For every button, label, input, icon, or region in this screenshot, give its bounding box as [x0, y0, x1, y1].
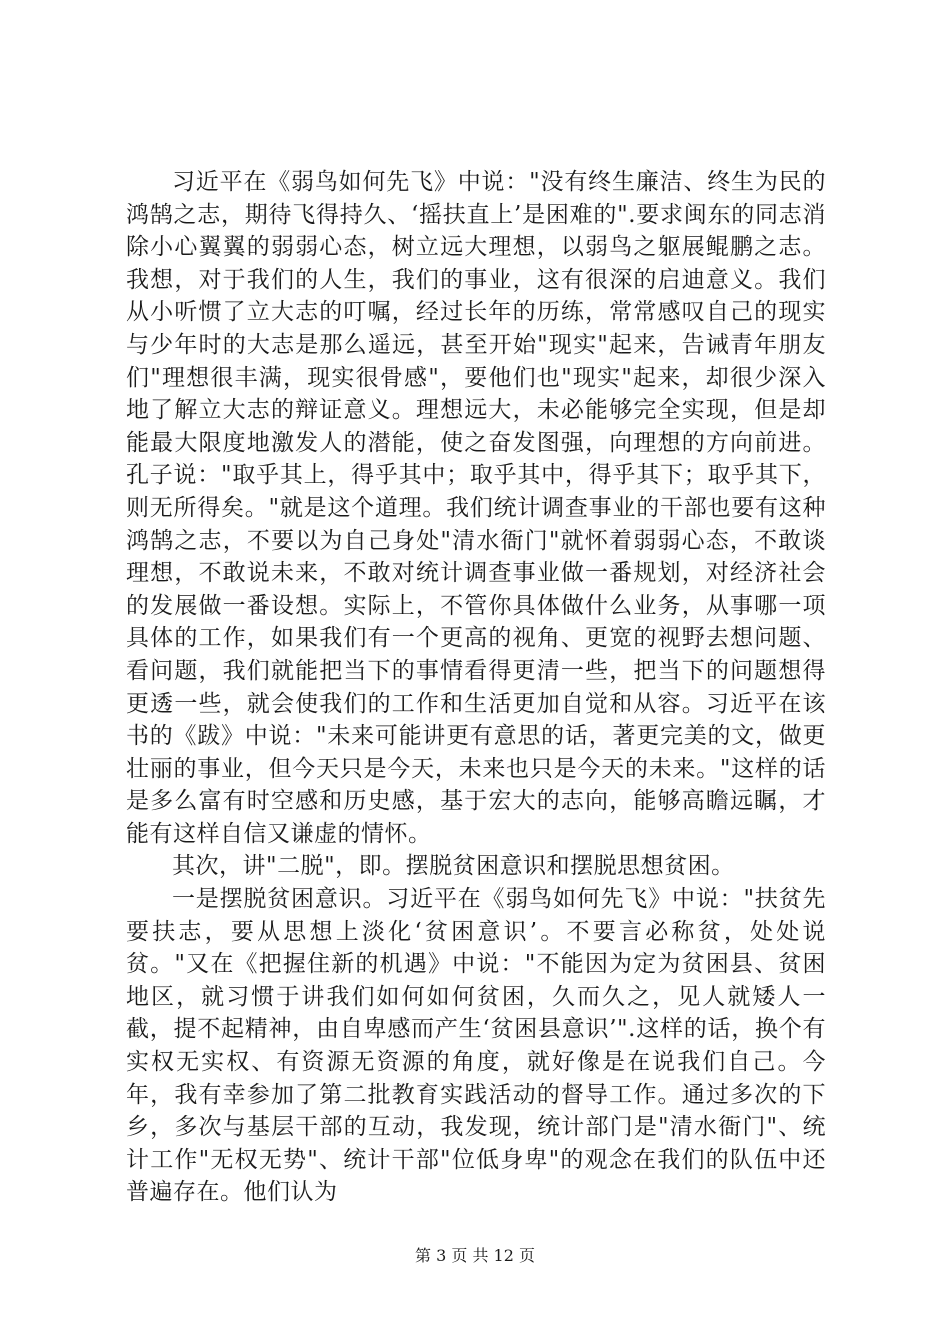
paragraph: 习近平在《弱鸟如何先飞》中说："没有终生廉洁、终生为民的鸿鹄之志，期待飞得持久、‘摇扶直上’是困难的".要求闽东的同志消除小心翼翼的弱弱心态，树立远大理想，以弱鸟之躯展鲲鹏之志。我想，对于我们的人生，我们的事业，这有很深的启迪意义。我们从小听惯了立大志的叮嘱，经过长年的历练，常常感叹自己的现实与少年时的大志是那么遥远，甚至开始"现实"起来，告诫青年朋友们"理想很丰满，现实很骨感"，要他们也"现实"起来，却很少深入地了解立大志的辩证意义。理想远大，未必能够完全实现，但是却能最大限度地激发人的潜能，使之奋发图强，向理想的方向前进。孔子说："取乎其上，得乎其中；取乎其中，得乎其下；取乎其下，则无所得矣。"就是这个道理。我们统计调查事业的干部也要有这种鸿鹄之志，不要以为自己身处"清水衙门"就怀着弱弱心态，不敢谈理想，不敢说未来，不敢对统计调查事业做一番规划，对经济社会的发展做一番设想。实际上，不管你具体做什么业务，从事哪一项具体的工作，如果我们有一个更高的视角、更宽的视野去想问题、看问题，我们就能把当下的事情看得更清一些，把当下的问题想得更透一些，就会使我们的工作和生活更加自觉和从容。习近平在该书的《跋》中说："未来可能讲更有意思的话，著更完美的文，做更壮丽的事业，但今天只是今天，未来也只是今天的未来。"这样的话是多么富有时空感和历史感，基于宏大的志向，能够高瞻远瞩，才能有这样自信又谦虚的情怀。 — [126, 169, 826, 847]
document-body — [126, 166, 826, 1209]
paragraph: 其次，讲"二脱"，即。摆脱贫困意识和摆脱思想贫困。 — [172, 853, 735, 880]
paragraph: 一是摆脱贫困意识。习近平在《弱鸟如何先飞》中说："扶贫先要扶志，要从思想上淡化‘贫困意识’。不要言必称贫，处处说贫。"又在《把握住新的机遇》中说："不能因为定为贫困县、贫困地区，就习惯于讲我们如何如何贫困，久而久之，见人就矮人一截，提不起精神，由自卑感而产生‘贫困县意识’".这样的话，换个有实权无实权、有资源无资源的角度，就好像是在说我们自己。今年，我有幸参加了第二批教育实践活动的督导工作。通过多次的下乡，多次与基层干部的互动，我发现，统计部门是"清水衙门"、统计工作"无权无势"、统计干部"位低身卑"的观念在我们的队伍中还普遍存在。他们认为 — [126, 886, 826, 1206]
page-number-footer: 第 3 页 共 12 页 — [415, 1246, 535, 1265]
